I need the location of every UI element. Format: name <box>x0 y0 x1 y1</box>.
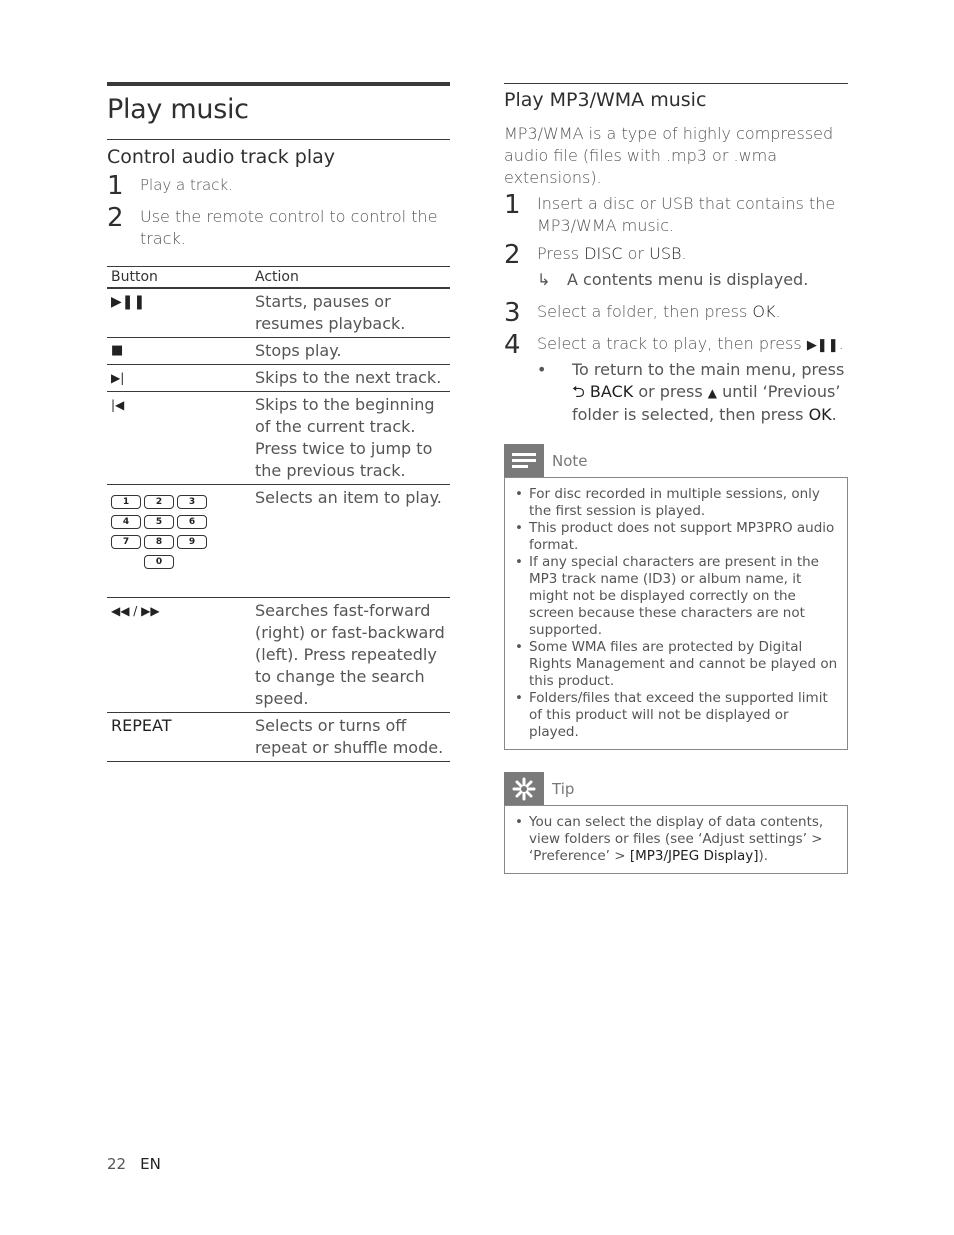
top-rule <box>107 82 450 86</box>
step-4-bullet <box>504 359 848 426</box>
up-arrow-icon: ▲ <box>707 386 717 400</box>
page-number: 22 <box>107 1155 127 1173</box>
result-text: A contents menu is displayed. <box>567 270 809 289</box>
section-title-control: Control audio track play <box>107 146 336 168</box>
key-2: 2 <box>144 495 174 509</box>
key-0: 0 <box>144 555 174 569</box>
table-row <box>107 365 450 392</box>
key-4: 4 <box>111 515 141 529</box>
section-rule <box>107 139 450 140</box>
step-number: 1 <box>504 190 521 220</box>
action-text: Stops play. <box>251 338 450 365</box>
play-pause-icon: ▶❚❚ <box>806 338 839 353</box>
list-item: • Some WMA files are protected by Digital Rights Management and cannot be played on this product. <box>513 639 839 690</box>
numpad <box>111 487 247 577</box>
right-column <box>504 83 848 874</box>
tip-label: Tip <box>552 779 575 798</box>
bullet-text-part: until ‘Previous’ folder is selected, then press <box>572 382 841 424</box>
step-2-result <box>504 269 848 291</box>
table-row <box>107 598 450 713</box>
numeric-keypad-icon <box>107 485 251 598</box>
stop-icon: ■ <box>107 338 251 365</box>
key-5: 5 <box>144 515 174 529</box>
list-item: • If any special characters are present in the MP3 track name (ID3) or album name, it might not be displayed correctly on the screen because these characters are not supported. <box>513 554 839 639</box>
intro-text: MP3/WMA is a type of highly compressed audio file (files with .mp3 or .wma extensions). <box>504 124 834 187</box>
ok-key: OK <box>752 302 776 321</box>
tip-list <box>513 814 839 865</box>
tip-box <box>504 805 848 874</box>
next-track-icon: ▶| <box>107 365 251 392</box>
step-4 <box>504 331 848 359</box>
step-2 <box>504 241 848 269</box>
note-icon <box>504 444 544 477</box>
bullet-text-part: or press <box>633 382 708 401</box>
key-8: 8 <box>144 535 174 549</box>
step-text-part: . <box>775 302 781 321</box>
list-item: • Folders/files that exceed the supported limit of this product will not be displayed or played. <box>513 690 839 741</box>
note-list <box>513 486 839 741</box>
step-text <box>537 299 781 323</box>
step-number: 1 <box>107 171 124 201</box>
key-9: 9 <box>177 535 207 549</box>
ok-key: OK <box>808 405 832 424</box>
tip-icon <box>504 772 544 805</box>
language-code: EN <box>140 1155 161 1173</box>
step-number: 2 <box>504 240 521 270</box>
step-text-part: . <box>681 244 687 263</box>
step-text-part: . <box>838 334 844 353</box>
step-text: Play a track. <box>140 176 233 194</box>
button-table <box>107 266 450 762</box>
bullet-dot: • <box>537 360 547 379</box>
action-text: Selects or turns off repeat or shuffle mode. <box>251 713 450 762</box>
key-6: 6 <box>177 515 207 529</box>
header-action: Action <box>251 267 450 289</box>
note-label: Note <box>552 451 588 470</box>
page-footer <box>107 1155 161 1173</box>
left-column <box>107 82 450 762</box>
step-number: 2 <box>107 203 124 233</box>
usb-key: USB <box>649 244 682 263</box>
header-button: Button <box>107 267 251 289</box>
bullet-text <box>572 359 848 426</box>
table-row <box>107 485 450 598</box>
step-3 <box>504 299 848 327</box>
tip-header <box>504 772 848 805</box>
result-arrow-icon: ↳ <box>537 270 551 289</box>
repeat-label: REPEAT <box>107 713 251 762</box>
play-pause-icon: ▶❚❚ <box>107 288 251 338</box>
table-header-row <box>107 267 450 289</box>
table-row <box>107 338 450 365</box>
section-title-mp3: Play MP3/WMA music <box>504 89 707 111</box>
back-key: BACK <box>589 382 634 401</box>
key-7: 7 <box>111 535 141 549</box>
step-number: 3 <box>504 298 521 328</box>
step-text: Use the remote control to control the track. <box>140 207 438 248</box>
step-text-part: Press <box>537 244 585 263</box>
previous-track-icon: |◀ <box>107 392 251 485</box>
action-text: Selects an item to play. <box>251 485 450 598</box>
step-1 <box>107 172 450 200</box>
action-text: Starts, pauses or resumes playback. <box>251 288 450 338</box>
step-text-part: Select a track to play, then press <box>537 334 807 353</box>
bullet-text-part: . <box>831 405 837 424</box>
tip-text-end: ). <box>758 848 769 864</box>
table-row <box>107 288 450 338</box>
action-text: Searches fast-forward (right) or fast-backward (left). Press repeatedly to change the search speed. <box>251 598 450 713</box>
action-text: Skips to the next track. <box>251 365 450 392</box>
rewind-forward-icon: ◀◀ / ▶▶ <box>107 598 251 713</box>
disc-key: DISC <box>584 244 623 263</box>
back-icon: ⮌ <box>572 382 585 401</box>
key-1: 1 <box>111 495 141 509</box>
key-3: 3 <box>177 495 207 509</box>
step-text-part: or <box>622 244 650 263</box>
step-number: 4 <box>504 330 521 360</box>
table-row <box>107 392 450 485</box>
bullet-text-part: To return to the main menu, press <box>572 360 845 379</box>
section-rule <box>504 83 848 84</box>
step-text: Insert a disc or USB that contains the MP3/WMA music. <box>537 194 836 235</box>
list-item: • For disc recorded in multiple sessions, only the first session is played. <box>513 486 839 520</box>
list-item: • This product does not support MP3PRO audio format. <box>513 520 839 554</box>
page-title: Play music <box>107 94 249 125</box>
action-text: Skips to the beginning of the current track. Press twice to jump to the previous track. <box>251 392 450 485</box>
step-2 <box>107 204 450 250</box>
note-box <box>504 477 848 750</box>
note-header <box>504 444 848 477</box>
step-text <box>537 241 687 265</box>
table-row <box>107 713 450 762</box>
tip-text: You can select the display of data contents, view folders or files (see ‘Adjust settings’ > ‘Preference’ > <box>529 814 824 864</box>
step-1 <box>504 191 848 237</box>
step-text <box>537 331 844 357</box>
list-item <box>513 814 839 865</box>
tip-bold: [MP3/JPEG Display] <box>629 848 759 864</box>
step-text-part: Select a folder, then press <box>537 302 753 321</box>
